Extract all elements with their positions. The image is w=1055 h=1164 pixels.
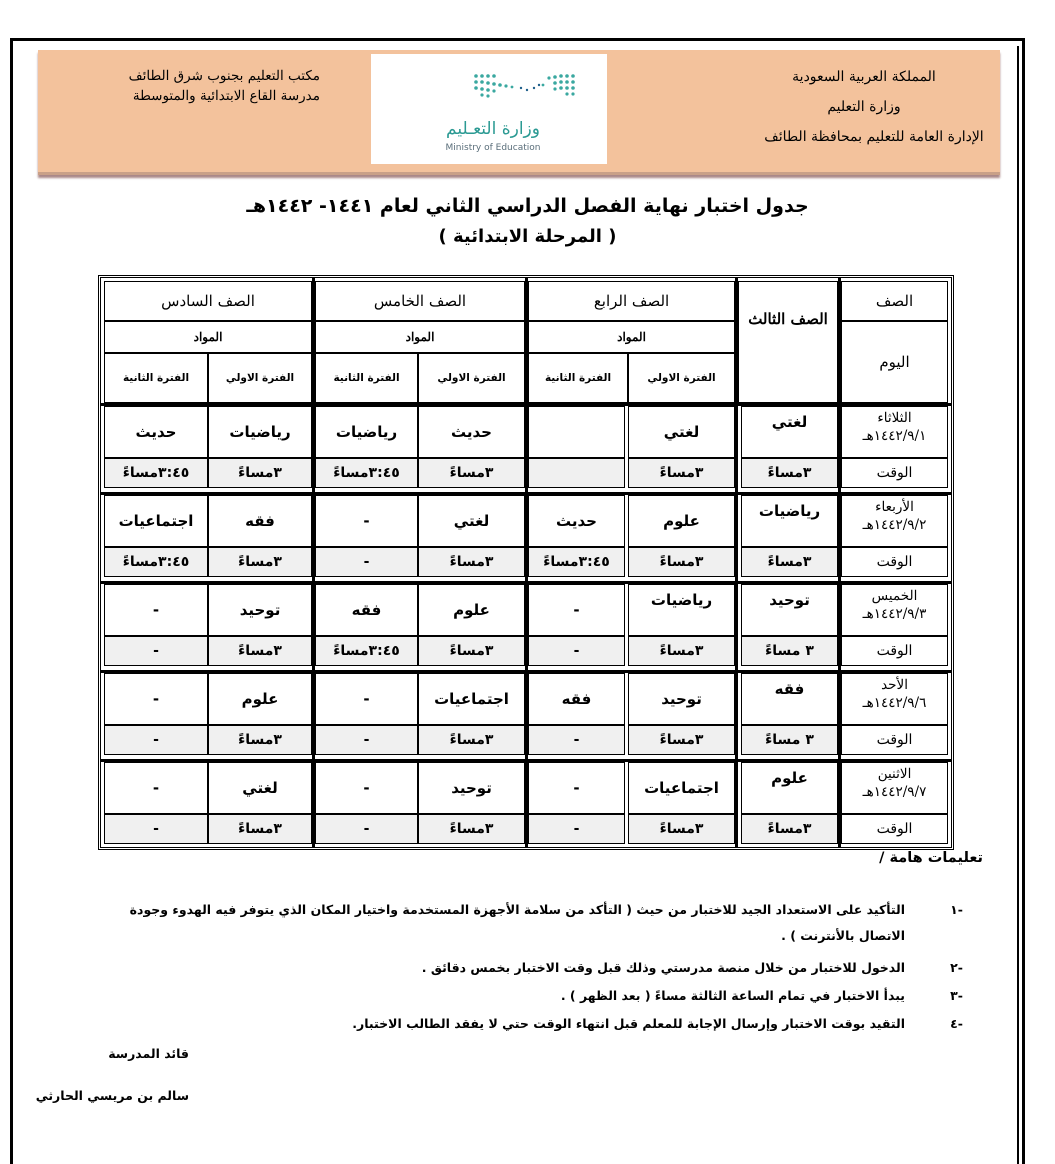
ministry-label: وزارة التعليم: [827, 99, 901, 115]
note-number: -٣: [950, 988, 963, 1003]
header-g6-period-2: الفترة الثانية: [104, 353, 208, 403]
subject-cell: لغتي: [418, 495, 525, 547]
subject-cell: علوم: [418, 584, 525, 636]
header-banner: [38, 50, 1000, 175]
office-label: مكتب التعليم بجنوب شرق الطائف: [128, 68, 320, 84]
subject-cell: اجتماعيات: [104, 495, 208, 547]
time-cell: ٣مساءً: [418, 636, 525, 666]
time-cell: ٣مساءً: [628, 547, 735, 577]
subject-cell: توحيد: [741, 584, 838, 636]
column-divider: [525, 278, 528, 847]
directorate-label: الإدارة العامة للتعليم بمحافظة الطائف: [764, 129, 984, 145]
header-grade: الصف: [841, 281, 948, 321]
header-g4-period-2: الفترة الثانية: [528, 353, 628, 403]
day-date: ١٤٤٢/٩/٢هـ: [862, 517, 927, 533]
page-frame-top: [10, 38, 1025, 41]
note-item: التقيد بوقت الاختبار وإرسال الإجابة للمعلم قبل انتهاء الوقت حتي لا يفقد الطالب الاختبار.: [352, 1016, 905, 1031]
subject-cell: توحيد: [628, 673, 735, 725]
column-divider: [312, 278, 315, 847]
day-name: الاثنين: [877, 766, 912, 782]
subject-cell: -: [104, 584, 208, 636]
day-date: ١٤٤٢/٩/٦هـ: [862, 695, 927, 711]
time-label: الوقت: [841, 636, 948, 666]
subject-cell: رياضيات: [208, 406, 312, 458]
day-cell: [841, 673, 948, 725]
time-cell: ٣مساءً: [418, 547, 525, 577]
note-number: -٤: [950, 1016, 963, 1031]
time-cell: -: [528, 814, 625, 844]
header-grade-5: الصف الخامس: [315, 281, 525, 321]
subject-cell: -: [528, 584, 625, 636]
time-cell: ٣مساءً: [208, 458, 312, 488]
header-g6-period-1: الفترة الاولي: [208, 353, 312, 403]
kingdom-label: المملكة العربية السعودية: [792, 69, 936, 85]
note-number: -١: [950, 902, 963, 917]
header-right-text: [744, 62, 984, 152]
subject-cell: [528, 406, 625, 458]
note-number: -٢: [950, 960, 963, 975]
column-divider: [838, 278, 841, 847]
subject-cell: -: [104, 673, 208, 725]
logo-arabic-text: وزارة التعـليم: [446, 119, 540, 139]
subject-cell: فقه: [208, 495, 312, 547]
subject-cell: -: [528, 762, 625, 814]
time-cell: ٣:٤٥مساءً: [104, 547, 208, 577]
time-cell: ٣مساءً: [418, 458, 525, 488]
header-g4-period-1: الفترة الاولي: [628, 353, 735, 403]
subject-cell: فقه: [741, 673, 838, 725]
time-cell: -: [104, 636, 208, 666]
note-item: يبدأ الاختبار في تمام الساعة الثالثة مساءً ( بعد الظهر ) .: [560, 988, 905, 1003]
time-cell: ٣:٤٥مساءً: [315, 458, 418, 488]
page-title: جدول اختبار نهاية الفصل الدراسي الثاني لعام ١٤٤١- ١٤٤٢هـ: [246, 195, 809, 217]
time-cell: ٣مساءً: [208, 814, 312, 844]
day-date: ١٤٤٢/٩/١هـ: [862, 428, 927, 444]
subject-cell: علوم: [628, 495, 735, 547]
day-cell: [841, 584, 948, 636]
time-cell: -: [104, 725, 208, 755]
time-cell: ٣:٤٥مساءً: [104, 458, 208, 488]
subject-cell: حديث: [528, 495, 625, 547]
subject-cell: توحيد: [208, 584, 312, 636]
time-cell: -: [315, 547, 418, 577]
subject-cell: -: [315, 762, 418, 814]
day-name: الأربعاء: [875, 499, 914, 515]
header-grade-3: الصف الثالث: [738, 281, 838, 403]
day-date: ١٤٤٢/٩/٧هـ: [862, 784, 927, 800]
signature-role: قائد المدرسة: [108, 1046, 189, 1061]
subject-cell: اجتماعيات: [418, 673, 525, 725]
day-cell: [841, 406, 948, 458]
page-subtitle: ( المرحلة الابتدائية ): [438, 226, 617, 247]
time-cell: ٣مساءً: [208, 725, 312, 755]
time-label: الوقت: [841, 547, 948, 577]
time-cell: ٣ مساءً: [741, 636, 838, 666]
time-cell: ٣:٤٥مساءً: [528, 547, 625, 577]
time-cell: ٣مساءً: [208, 636, 312, 666]
time-cell: -: [104, 814, 208, 844]
day-name: الثلاثاء: [877, 410, 912, 426]
subject-cell: فقه: [528, 673, 625, 725]
day-name: الأحد: [881, 677, 908, 693]
day-name: الخميس: [871, 588, 918, 604]
header-left-text: [90, 66, 320, 106]
subject-cell: رياضيات: [741, 495, 838, 547]
note-item: التأكيد على الاستعداد الجيد للاختبار من حيث ( التأكد من سلامة الأجهزة المستخدمة واختيار المكان الذي يتوفر فيه الهدوء وجودة الاتصال بالأنترنت ) .: [129, 902, 905, 943]
time-cell: -: [528, 725, 625, 755]
column-divider: [735, 278, 738, 847]
notes-title: تعليمات هامة /: [879, 850, 983, 866]
time-label: الوقت: [841, 458, 948, 488]
school-label: مدرسة القاع الابتدائية والمتوسطة: [132, 88, 320, 104]
subject-cell: -: [315, 495, 418, 547]
time-cell: -: [315, 814, 418, 844]
time-cell: -: [315, 725, 418, 755]
day-cell: [841, 495, 948, 547]
time-cell: ٣ مساءً: [741, 725, 838, 755]
subject-cell: لغتي: [208, 762, 312, 814]
day-cell: [841, 762, 948, 814]
subject-cell: علوم: [741, 762, 838, 814]
time-cell: ٣مساءً: [628, 814, 735, 844]
header-g5-period-1: الفترة الاولي: [418, 353, 525, 403]
time-cell: ٣مساءً: [208, 547, 312, 577]
time-cell: ٣مساءً: [628, 636, 735, 666]
ministry-logo: [371, 54, 607, 164]
time-label: الوقت: [841, 725, 948, 755]
day-date: ١٤٤٢/٩/٣هـ: [862, 606, 927, 622]
logo-english-text: Ministry of Education: [445, 143, 541, 153]
subject-cell: رياضيات: [628, 584, 735, 636]
subject-cell: حديث: [104, 406, 208, 458]
subject-cell: فقه: [315, 584, 418, 636]
time-cell: ٣مساءً: [741, 547, 838, 577]
time-cell: ٣مساءً: [741, 458, 838, 488]
time-cell: ٣مساءً: [418, 725, 525, 755]
time-label: الوقت: [841, 814, 948, 844]
header-subjects-5: المواد: [315, 321, 525, 353]
subject-cell: لغتي: [741, 406, 838, 458]
time-cell: [528, 458, 625, 488]
subject-cell: -: [315, 673, 418, 725]
time-cell: ٣مساءً: [628, 725, 735, 755]
subject-cell: توحيد: [418, 762, 525, 814]
header-day: اليوم: [841, 321, 948, 403]
exam-schedule-table: [98, 275, 954, 850]
header-subjects-6: المواد: [104, 321, 312, 353]
subject-cell: رياضيات: [315, 406, 418, 458]
note-item: الدخول للاختبار من خلال منصة مدرستي وذلك قبل وقت الاختبار بخمس دقائق .: [421, 960, 905, 975]
time-cell: ٣:٤٥مساءً: [315, 636, 418, 666]
header-subjects-4: المواد: [528, 321, 735, 353]
time-cell: -: [528, 636, 625, 666]
header-g5-period-2: الفترة الثانية: [315, 353, 418, 403]
time-cell: ٣مساءً: [628, 458, 735, 488]
header-grade-6: الصف السادس: [104, 281, 312, 321]
subject-cell: حديث: [418, 406, 525, 458]
subject-cell: -: [104, 762, 208, 814]
subject-cell: لغتي: [628, 406, 735, 458]
subject-cell: علوم: [208, 673, 312, 725]
header-grade-4: الصف الرابع: [528, 281, 735, 321]
signature-name: سالم بن مريسي الحارثي: [35, 1088, 189, 1103]
subject-cell: اجتماعيات: [628, 762, 735, 814]
time-cell: ٣مساءً: [741, 814, 838, 844]
time-cell: ٣مساءً: [418, 814, 525, 844]
